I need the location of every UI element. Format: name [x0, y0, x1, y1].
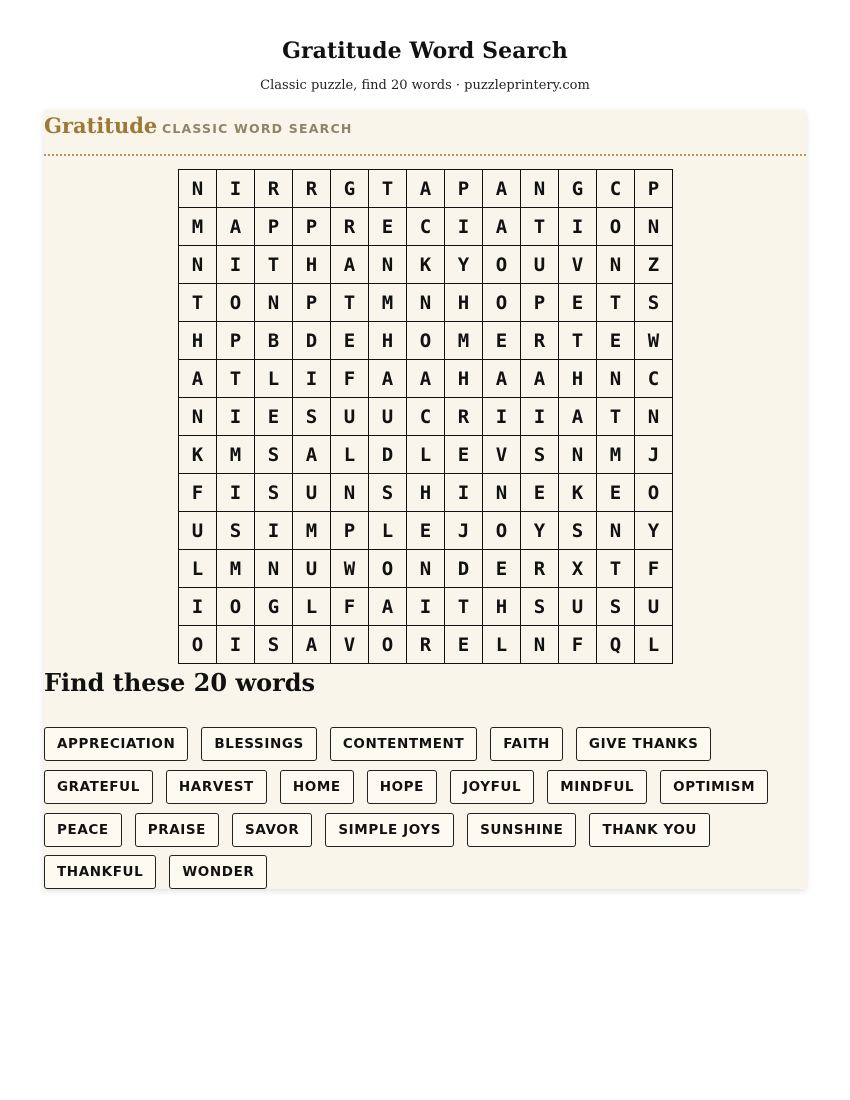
grid-cell[interactable]: N — [369, 246, 407, 284]
grid-cell[interactable]: V — [559, 246, 597, 284]
grid-cell[interactable]: R — [521, 322, 559, 360]
grid-cell[interactable]: L — [407, 436, 445, 474]
grid-cell[interactable]: N — [597, 246, 635, 284]
grid-cell[interactable]: A — [293, 626, 331, 664]
grid-cell[interactable]: H — [369, 322, 407, 360]
grid-cell[interactable]: P — [331, 512, 369, 550]
grid-cell[interactable]: F — [179, 474, 217, 512]
grid-cell[interactable]: J — [635, 436, 673, 474]
grid-cell[interactable]: O — [483, 512, 521, 550]
word-chip[interactable]: HARVEST — [166, 770, 267, 804]
grid-cell[interactable]: O — [369, 550, 407, 588]
grid-cell[interactable]: R — [331, 208, 369, 246]
grid-cell[interactable]: A — [559, 398, 597, 436]
grid-cell[interactable]: N — [521, 170, 559, 208]
grid-cell[interactable]: F — [635, 550, 673, 588]
grid-cell[interactable]: U — [635, 588, 673, 626]
grid-cell[interactable]: S — [521, 588, 559, 626]
word-row — [44, 727, 711, 761]
grid-cell[interactable]: A — [483, 360, 521, 398]
grid-cell[interactable]: T — [445, 588, 483, 626]
grid-cell[interactable]: S — [293, 398, 331, 436]
grid-cell[interactable]: N — [635, 398, 673, 436]
grid-cell[interactable]: C — [407, 398, 445, 436]
brand-tagline: CLASSIC WORD SEARCH — [162, 121, 353, 136]
word-chip[interactable]: WONDER — [169, 855, 267, 889]
word-chip[interactable]: GRATEFUL — [44, 770, 153, 804]
grid-cell[interactable]: H — [445, 360, 483, 398]
grid-cell[interactable]: S — [217, 512, 255, 550]
grid-cell[interactable]: W — [331, 550, 369, 588]
grid-cell[interactable]: X — [559, 550, 597, 588]
grid-cell[interactable]: N — [179, 170, 217, 208]
grid-cell[interactable]: I — [217, 626, 255, 664]
page-title: Gratitude Word Search — [282, 38, 568, 64]
grid-cell[interactable]: H — [445, 284, 483, 322]
grid-cell[interactable]: Z — [635, 246, 673, 284]
grid-cell[interactable]: H — [179, 322, 217, 360]
grid-cell[interactable]: S — [255, 474, 293, 512]
grid-cell[interactable]: A — [331, 246, 369, 284]
grid-cell[interactable]: R — [521, 550, 559, 588]
grid-cell[interactable]: E — [255, 398, 293, 436]
grid-cell[interactable]: G — [255, 588, 293, 626]
grid-cell[interactable]: I — [407, 588, 445, 626]
grid-cell[interactable]: A — [369, 360, 407, 398]
grid-cell[interactable]: E — [407, 512, 445, 550]
grid-cell[interactable]: M — [217, 436, 255, 474]
grid-cell[interactable]: N — [407, 284, 445, 322]
grid-cell[interactable]: C — [407, 208, 445, 246]
grid-cell[interactable]: A — [407, 170, 445, 208]
grid-cell[interactable]: I — [217, 170, 255, 208]
word-chip[interactable]: SUNSHINE — [467, 813, 576, 847]
grid-cell[interactable]: N — [597, 360, 635, 398]
grid-cell[interactable]: P — [217, 322, 255, 360]
grid-cell[interactable]: R — [255, 170, 293, 208]
grid-cell[interactable]: T — [597, 398, 635, 436]
letter-grid — [178, 169, 673, 664]
grid-cell[interactable]: E — [445, 436, 483, 474]
grid-cell[interactable]: A — [483, 170, 521, 208]
grid-cell[interactable]: E — [597, 474, 635, 512]
grid-cell[interactable]: S — [369, 474, 407, 512]
word-chip[interactable]: SIMPLE JOYS — [325, 813, 454, 847]
word-chip[interactable]: MINDFUL — [547, 770, 647, 804]
grid-cell[interactable]: S — [559, 512, 597, 550]
grid-cell[interactable]: P — [293, 284, 331, 322]
grid-cell[interactable]: O — [483, 284, 521, 322]
grid-cell[interactable]: E — [483, 550, 521, 588]
grid-cell[interactable]: O — [407, 322, 445, 360]
grid-cell[interactable]: M — [293, 512, 331, 550]
grid-cell[interactable]: G — [331, 170, 369, 208]
grid-cell[interactable]: Y — [445, 246, 483, 284]
grid-cell[interactable]: I — [255, 512, 293, 550]
grid-cell[interactable]: Q — [597, 626, 635, 664]
grid-cell[interactable]: U — [521, 246, 559, 284]
grid-cell[interactable]: L — [255, 360, 293, 398]
grid-cell[interactable]: U — [293, 550, 331, 588]
grid-cell[interactable]: P — [521, 284, 559, 322]
grid-cell[interactable]: L — [369, 512, 407, 550]
grid-cell[interactable]: E — [559, 284, 597, 322]
word-row — [44, 855, 267, 889]
grid-cell[interactable]: L — [331, 436, 369, 474]
grid-cell[interactable]: I — [445, 208, 483, 246]
grid-cell[interactable]: G — [559, 170, 597, 208]
grid-cell[interactable]: E — [331, 322, 369, 360]
grid-cell[interactable]: I — [179, 588, 217, 626]
grid-cell[interactable]: M — [597, 436, 635, 474]
grid-cell[interactable]: R — [407, 626, 445, 664]
grid-cell[interactable]: E — [483, 322, 521, 360]
grid-cell[interactable]: N — [635, 208, 673, 246]
grid-cell[interactable]: T — [369, 170, 407, 208]
grid-cell[interactable]: U — [293, 474, 331, 512]
grid-cell[interactable]: K — [407, 246, 445, 284]
grid-cell[interactable]: P — [293, 208, 331, 246]
grid-cell[interactable]: O — [179, 626, 217, 664]
grid-cell[interactable]: M — [217, 550, 255, 588]
grid-cell[interactable]: R — [293, 170, 331, 208]
grid-cell[interactable]: T — [597, 284, 635, 322]
puzzle-card — [44, 110, 806, 889]
word-chip[interactable]: OPTIMISM — [660, 770, 768, 804]
grid-cell[interactable]: A — [407, 360, 445, 398]
grid-cell[interactable]: A — [217, 208, 255, 246]
word-chip[interactable]: PEACE — [44, 813, 122, 847]
grid-cell[interactable]: N — [597, 512, 635, 550]
grid-cell[interactable]: F — [331, 360, 369, 398]
card-header — [44, 110, 806, 156]
word-chip[interactable]: THANK YOU — [589, 813, 710, 847]
grid-cell[interactable]: U — [331, 398, 369, 436]
grid-cell[interactable]: P — [635, 170, 673, 208]
grid-cell[interactable]: P — [255, 208, 293, 246]
word-chip[interactable]: HOPE — [367, 770, 437, 804]
word-chip[interactable]: PRAISE — [135, 813, 219, 847]
word-chip[interactable]: HOME — [280, 770, 354, 804]
grid-cell[interactable]: I — [521, 398, 559, 436]
grid-cell[interactable]: F — [331, 588, 369, 626]
grid-cell[interactable]: E — [597, 322, 635, 360]
grid-cell[interactable]: Y — [635, 512, 673, 550]
grid-cell[interactable]: N — [483, 474, 521, 512]
grid-cell[interactable]: D — [369, 436, 407, 474]
grid-cell[interactable]: I — [217, 474, 255, 512]
grid-cell[interactable]: V — [483, 436, 521, 474]
grid-cell[interactable]: R — [445, 398, 483, 436]
grid-cell[interactable]: E — [445, 626, 483, 664]
grid-cell[interactable]: I — [483, 398, 521, 436]
grid-cell[interactable]: L — [179, 550, 217, 588]
grid-cell[interactable]: U — [179, 512, 217, 550]
word-chip[interactable]: JOYFUL — [450, 770, 534, 804]
grid-cell[interactable]: I — [445, 474, 483, 512]
grid-cell[interactable]: N — [407, 550, 445, 588]
grid-cell[interactable]: O — [597, 208, 635, 246]
grid-cell[interactable]: H — [407, 474, 445, 512]
grid-cell[interactable]: J — [445, 512, 483, 550]
grid-cell[interactable]: S — [521, 436, 559, 474]
grid-cell[interactable]: M — [369, 284, 407, 322]
grid-cell[interactable]: I — [293, 360, 331, 398]
grid-cell[interactable]: P — [445, 170, 483, 208]
grid-cell[interactable]: I — [217, 246, 255, 284]
grid-cell[interactable]: C — [597, 170, 635, 208]
grid-cell[interactable]: C — [635, 360, 673, 398]
page-subtitle: Classic puzzle, find 20 words · puzzleprintery.com — [260, 78, 590, 93]
grid-cell[interactable]: A — [521, 360, 559, 398]
grid-cell[interactable]: L — [483, 626, 521, 664]
grid-cell[interactable]: H — [559, 360, 597, 398]
grid-cell[interactable]: N — [255, 284, 293, 322]
grid-cell[interactable]: W — [635, 322, 673, 360]
word-row — [44, 770, 768, 804]
grid-cell[interactable]: T — [179, 284, 217, 322]
grid-cell[interactable]: T — [217, 360, 255, 398]
grid-cell[interactable]: A — [483, 208, 521, 246]
grid-cell[interactable]: K — [559, 474, 597, 512]
word-row — [44, 813, 710, 847]
grid-cell[interactable]: E — [369, 208, 407, 246]
grid-cell[interactable]: A — [293, 436, 331, 474]
grid-cell[interactable]: S — [597, 588, 635, 626]
grid-cell[interactable]: N — [559, 436, 597, 474]
grid-cell[interactable]: I — [559, 208, 597, 246]
word-chip[interactable]: CONTENTMENT — [330, 727, 477, 761]
grid-cell[interactable]: B — [255, 322, 293, 360]
grid-cell[interactable]: U — [559, 588, 597, 626]
word-chip[interactable]: BLESSINGS — [201, 727, 316, 761]
grid-cell[interactable]: T — [597, 550, 635, 588]
word-chip[interactable]: THANKFUL — [44, 855, 156, 889]
grid-cell[interactable]: A — [369, 588, 407, 626]
grid-cell[interactable]: H — [483, 588, 521, 626]
brand-title: Gratitude — [44, 113, 158, 138]
grid-cell[interactable]: E — [521, 474, 559, 512]
grid-cell[interactable]: N — [179, 246, 217, 284]
grid-cell[interactable]: I — [217, 398, 255, 436]
grid-cell[interactable]: A — [179, 360, 217, 398]
word-list-heading: Find these 20 words — [44, 668, 316, 697]
grid-cell[interactable]: D — [445, 550, 483, 588]
grid-cell[interactable]: O — [635, 474, 673, 512]
grid-cell[interactable]: O — [217, 284, 255, 322]
grid-cell[interactable]: S — [635, 284, 673, 322]
grid-cell[interactable]: O — [217, 588, 255, 626]
grid-cell[interactable]: L — [635, 626, 673, 664]
grid-cell[interactable]: L — [293, 588, 331, 626]
grid-cell[interactable]: T — [331, 284, 369, 322]
grid-cell[interactable]: M — [445, 322, 483, 360]
grid-cell[interactable]: K — [179, 436, 217, 474]
grid-cell[interactable]: T — [559, 322, 597, 360]
grid-cell[interactable]: F — [559, 626, 597, 664]
grid-cell[interactable]: N — [331, 474, 369, 512]
grid-cell[interactable]: T — [521, 208, 559, 246]
word-chip[interactable]: FAITH — [490, 727, 563, 761]
grid-cell[interactable]: O — [483, 246, 521, 284]
word-chip[interactable]: SAVOR — [232, 813, 312, 847]
grid-cell[interactable]: O — [369, 626, 407, 664]
grid-cell[interactable]: N — [179, 398, 217, 436]
grid-cell[interactable]: T — [255, 246, 293, 284]
grid-cell[interactable]: N — [521, 626, 559, 664]
grid-cell[interactable]: M — [179, 208, 217, 246]
word-chip[interactable]: GIVE THANKS — [576, 727, 712, 761]
grid-cell[interactable]: V — [331, 626, 369, 664]
word-chip[interactable]: APPRECIATION — [44, 727, 188, 761]
grid-cell[interactable]: H — [293, 246, 331, 284]
grid-cell[interactable]: Y — [521, 512, 559, 550]
grid-cell[interactable]: N — [255, 550, 293, 588]
grid-cell[interactable]: S — [255, 626, 293, 664]
grid-cell[interactable]: U — [369, 398, 407, 436]
grid-cell[interactable]: D — [293, 322, 331, 360]
grid-cell[interactable]: S — [255, 436, 293, 474]
